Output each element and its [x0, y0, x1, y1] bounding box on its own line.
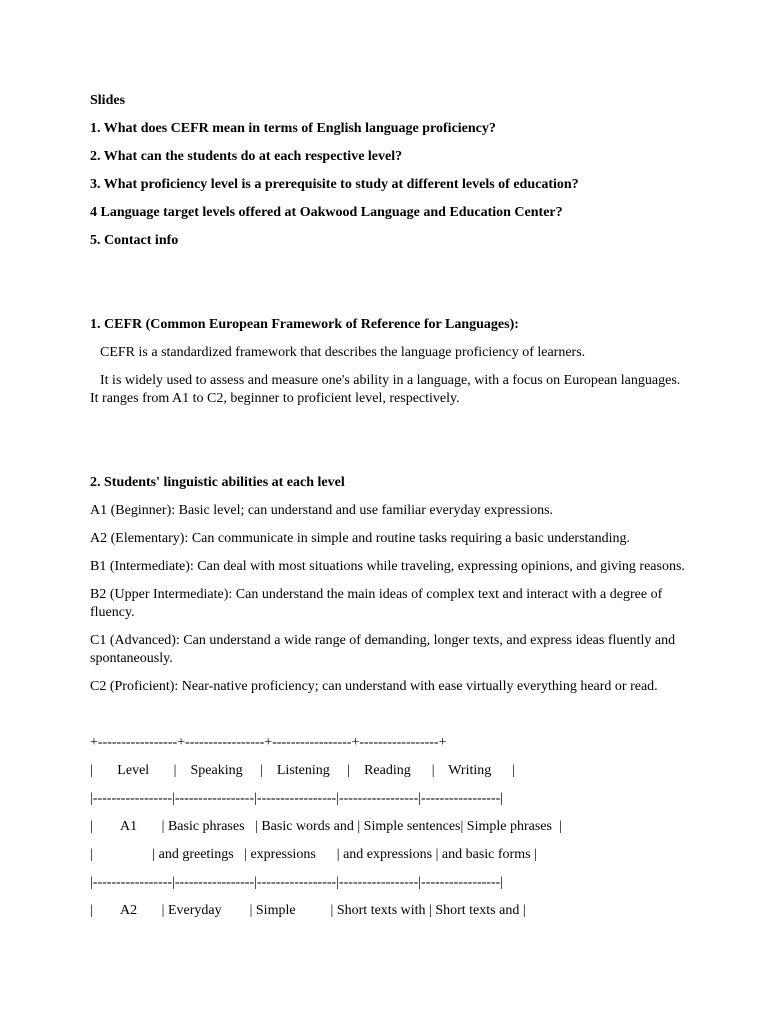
ascii-table-border-top: +-----------------+-----------------+-----------------+-----------------+ — [90, 735, 447, 750]
level-a1-description: A1 (Beginner): Basic level; can understand and use familiar everyday expressions. — [90, 503, 554, 518]
ascii-table-row-a1-line-1: | A1 | Basic phrases | Basic words and | Simple sentences| Simple phrases | — [90, 819, 562, 834]
slides-heading: Slides — [90, 93, 126, 108]
slides-item-1: 1. What does CEFR mean in terms of English language proficiency? — [90, 121, 496, 136]
section1-paragraph-1: CEFR is a standardized framework that describes the language proficiency of learners. — [100, 345, 586, 360]
ascii-table-row-a1-line-2: | | and greetings | expressions | and expressions | and basic forms | — [90, 847, 537, 862]
ascii-table-separator: |-----------------|-----------------|-----------------|-----------------|-----------------| — [90, 875, 504, 890]
section1-paragraph-2: It is widely used to assess and measure one's ability in a language, with a focus on European languages. It ranges from A1 to C2, beginner to proficient level, respectively. — [90, 373, 681, 406]
level-c1-description: C1 (Advanced): Can understand a wide range of demanding, longer texts, and express ideas fluently and spontaneously. — [90, 633, 676, 666]
level-b1-description: B1 (Intermediate): Can deal with most situations while traveling, expressing opinions, and giving reasons. — [90, 559, 685, 574]
ascii-table-separator: |-----------------|-----------------|-----------------|-----------------|-----------------| — [90, 791, 504, 806]
level-b2-description: B2 (Upper Intermediate): Can understand the main ideas of complex text and interact with a degree of fluency. — [90, 587, 663, 620]
slides-item-2: 2. What can the students do at each respective level? — [90, 149, 403, 164]
ascii-table-header-row: | Level | Speaking | Listening | Reading | Writing | — [90, 763, 516, 778]
section2-heading: 2. Students' linguistic abilities at each level — [90, 475, 345, 490]
level-c2-description: C2 (Proficient): Near-native proficiency; can understand with ease virtually everything heard or read. — [90, 679, 658, 694]
ascii-table-row-a2-line-1: | A2 | Everyday | Simple | Short texts with | Short texts and | — [90, 903, 526, 918]
slides-item-5: 5. Contact info — [90, 233, 179, 248]
section1-heading: 1. CEFR (Common European Framework of Reference for Languages): — [90, 317, 519, 332]
slides-item-4: 4 Language target levels offered at Oakwood Language and Education Center? — [90, 205, 563, 220]
slides-item-3: 3. What proficiency level is a prerequisite to study at different levels of education? — [90, 177, 579, 192]
level-a2-description: A2 (Elementary): Can communicate in simple and routine tasks requiring a basic understanding. — [90, 531, 631, 546]
